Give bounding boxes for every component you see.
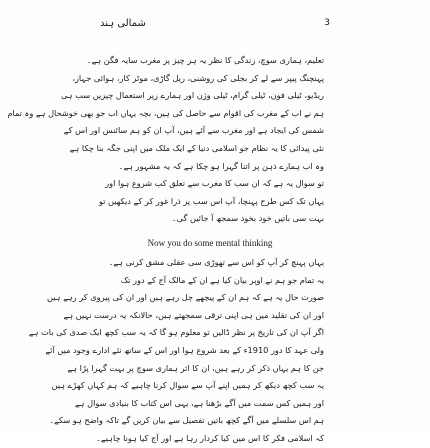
text-line: تو سوال یہ ہے کہ ان سب کا مغرب سے تعلق کب شروع ہوا اور <box>105 178 324 189</box>
text-line: ریڈیو، ٹیلی فون، ٹیلی گرام، ٹیلی وژن اور ہمارے زیر استعمال چیزیں سب ہی <box>60 90 324 101</box>
text-line: اگر آپ ان کی تاریخ پر نظر ڈالیں تو معلوم ہو گا کہ یہ سب کچھ ایک صدی کی بات ہے <box>28 327 324 338</box>
text-line: ہم نے اب کے مغرب کی اقوام سے حاصل کی ہیں، بچہ یہاں اب جو بھی خوشحال ہے وہ تمام <box>7 107 324 118</box>
text-line: یہاں تک کس طرح پہنچا، آپ اس سب پر ذرا غور کر کے دیکھیں تو <box>98 195 324 206</box>
text-line: صورت حال یہ ہے کہ ہم ان کے پیچھے چل رہے ہیں اور ان کی پیروی کر رہے ہیں <box>47 292 324 303</box>
paragraph-urdu-1 <box>7 52 324 228</box>
text-line: اور ان کی تقلید میں ہی اپنی ترقی سمجھتے ہیں، حالانکہ یہ درست نہیں ہے <box>63 309 324 320</box>
text-line: شمس کی ایجاد ہے اور مغرب سے آئے ہیں، آپ ان کو ہم سائنس اور اس کے <box>63 125 324 136</box>
page-number: 3 <box>324 18 330 28</box>
text-line: یہ سب کچھ دیکھ کر ہمیں اپنے آپ سے سوال کرنا چاہیے کہ ہم کہاں کھڑے ہیں <box>51 380 324 391</box>
text-line: ہم اس سلسلے میں آگے کچھ باتیں تفصیل سے بیان کریں گے تاکہ واضح ہو سکے۔ <box>49 415 324 426</box>
text-line: کہ اسلامی فکر کا اس میں کیا کردار رہا ہے اور آج کیا ہونا چاہیے۔ <box>96 432 324 443</box>
english-subheading: Now you do some mental thinking <box>147 238 273 248</box>
text-line: یہاں پہنچ کر آپ کو اس سے تھوڑی سی عقلی مشق کرنی ہے۔ <box>108 257 324 267</box>
text-line: یہ تمام جو ہم نے اوپر بیان کیا ہے ان کے مالک آج کے دور تک <box>120 274 324 285</box>
text-line: اور ہمیں کس سمت میں آگے بڑھنا ہے، یہی اس کتاب کا بنیادی سوال ہے <box>74 397 324 408</box>
text-line: بہت سی باتیں خود بخود سمجھ آ جائیں گی۔ <box>171 213 324 224</box>
text-line: تعلیم، ہماری سوچ، زندگی کا نظر یہ ہر چیز پر مغرب سایہ فگن ہے۔ <box>86 55 324 65</box>
text-line: ولی عہد کا دور 1910ء کے بعد شروع ہوا اور اس کے ساتھ نئے ادارے وجود میں آئے <box>45 344 324 355</box>
text-line: وہ اب ہمارے ذہن پر اتنا گہرا ہو چکا ہے کہ یہ مشہور ہے۔ <box>118 160 324 171</box>
text-line: جن کا ہم یہاں ذکر کر رہے ہیں، ان کا اثر ہماری سوچ پر بہت گہرا پڑا ہے <box>67 362 324 373</box>
page-title: شمالی ہند <box>100 18 146 29</box>
text-line: پہنچنگ پیپر سے لے کر بجلی کی روشنی، ریل گاڑی، موٹر کار، ہوائی جہاز، <box>72 72 324 83</box>
text-line: نئی پیدائی کا یہ نظام جو اسلامی دنیا کے ایک ملک میں اپنی جگہ بنا چکا ہے <box>69 142 324 153</box>
paragraph-urdu-2 <box>28 254 324 448</box>
running-header <box>100 18 330 38</box>
